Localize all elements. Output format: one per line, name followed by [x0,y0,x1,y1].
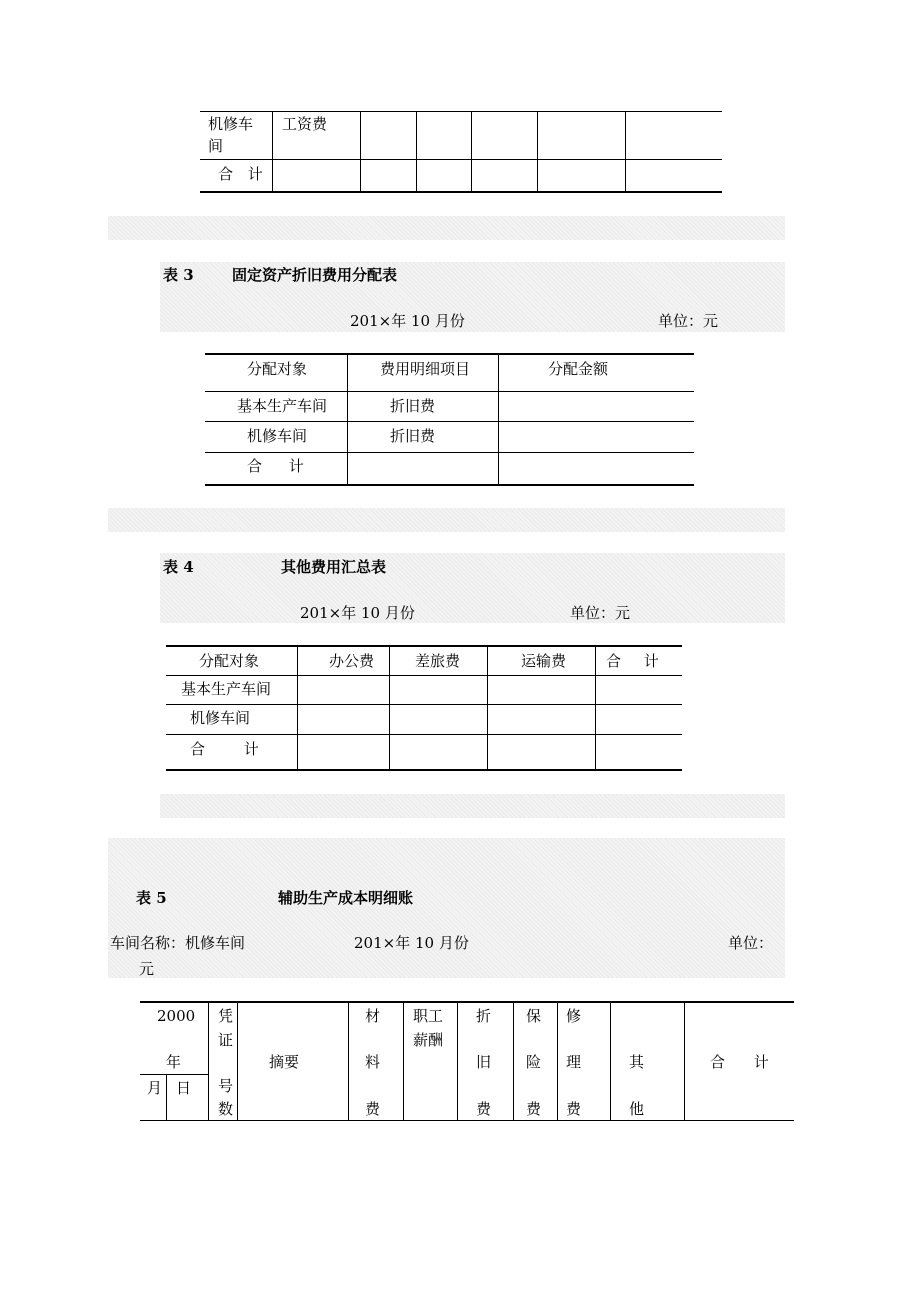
table3-row-target: 合 计 [247,457,304,475]
table5-workshop: 车间名称：机修车间 [110,934,246,952]
table5-header-material-char: 费 [365,1100,381,1118]
table4-header-total: 合 计 [606,652,659,670]
table3-header-item: 费用明细项目 [380,360,471,378]
table4-header-target: 分配对象 [199,652,260,670]
table5-header-voucher-char: 数 [218,1100,234,1118]
shaded-band [160,794,785,818]
table5-header-material-char: 材 [365,1007,381,1025]
table3-unit: 单位：元 [658,312,719,330]
table4-row-target: 基本生产车间 [181,680,272,698]
table5-header-other-char: 其 [629,1053,645,1071]
table5-unit: 单位： [728,934,774,952]
table5-unit-yuan: 元 [139,960,155,978]
table5-header-insurance-char: 费 [526,1100,542,1118]
table5-header-day: 日 [176,1079,192,1097]
table5-header-year: 年 [166,1053,182,1071]
table5-header-year-number: 2000 [157,1007,196,1025]
table5-period: 201×年 10 月份 [354,934,469,952]
table4-label: 表 4 [163,558,194,576]
table5-header-material-char: 料 [365,1053,381,1071]
row-label-line: 机修车 [208,115,254,133]
table2-row-total: 合 计 [218,165,263,183]
table2-row-machine-item: 工资费 [282,115,328,133]
table5-header-depreciation-char: 折 [476,1007,492,1025]
table5-header-repair-char: 修 [566,1007,582,1025]
table3-row-target: 机修车间 [247,427,308,445]
shaded-band [108,508,785,532]
table3-period: 201×年 10 月份 [350,312,465,330]
table4-header-office: 办公费 [329,652,375,670]
table3-row-item: 折旧费 [390,427,436,445]
table3-header-target: 分配对象 [247,360,308,378]
shaded-band [160,553,785,623]
row-label-line: 间 [208,137,224,155]
table5-header-voucher-char: 号 [218,1077,234,1095]
table5-header-insurance-char: 保 [526,1007,542,1025]
table3-label: 表 3 [163,266,194,284]
table4-period: 201×年 10 月份 [300,604,415,622]
shaded-band [108,216,785,240]
table3-title: 固定资产折旧费用分配表 [232,266,398,284]
table4-title: 其他费用汇总表 [281,558,387,576]
table5-header-repair-char: 费 [566,1100,582,1118]
table5-header-insurance-char: 险 [526,1053,542,1071]
table5-header-total: 合 计 [710,1053,769,1071]
table4-header-travel: 差旅费 [415,652,461,670]
table4-header-transport: 运输费 [521,652,567,670]
table5-header-voucher-char: 证 [218,1031,234,1049]
table5-header-month: 月 [147,1079,163,1097]
table5-header-voucher-char: 凭 [218,1007,234,1025]
table4-row-target: 机修车间 [190,709,251,727]
table5-header-salary-line: 职工 [413,1007,444,1025]
table5-header-summary: 摘要 [269,1053,300,1071]
table5-label: 表 5 [136,889,167,907]
table3-row-target: 基本生产车间 [237,397,328,415]
table5-header-depreciation-char: 费 [476,1100,492,1118]
table5-title: 辅助生产成本明细账 [278,889,414,907]
table2-row-machine-name [208,115,253,155]
table3-header-amount: 分配金额 [548,360,609,378]
table4-unit: 单位：元 [570,604,631,622]
table5-header-salary-line: 薪酬 [413,1031,444,1049]
table5-header-depreciation-char: 旧 [476,1053,492,1071]
shaded-band [108,838,785,978]
table5-header-other-char: 他 [629,1100,645,1118]
table4-row-target: 合 计 [190,740,259,758]
table3-row-item: 折旧费 [390,397,436,415]
table5-header-repair-char: 理 [566,1053,582,1071]
